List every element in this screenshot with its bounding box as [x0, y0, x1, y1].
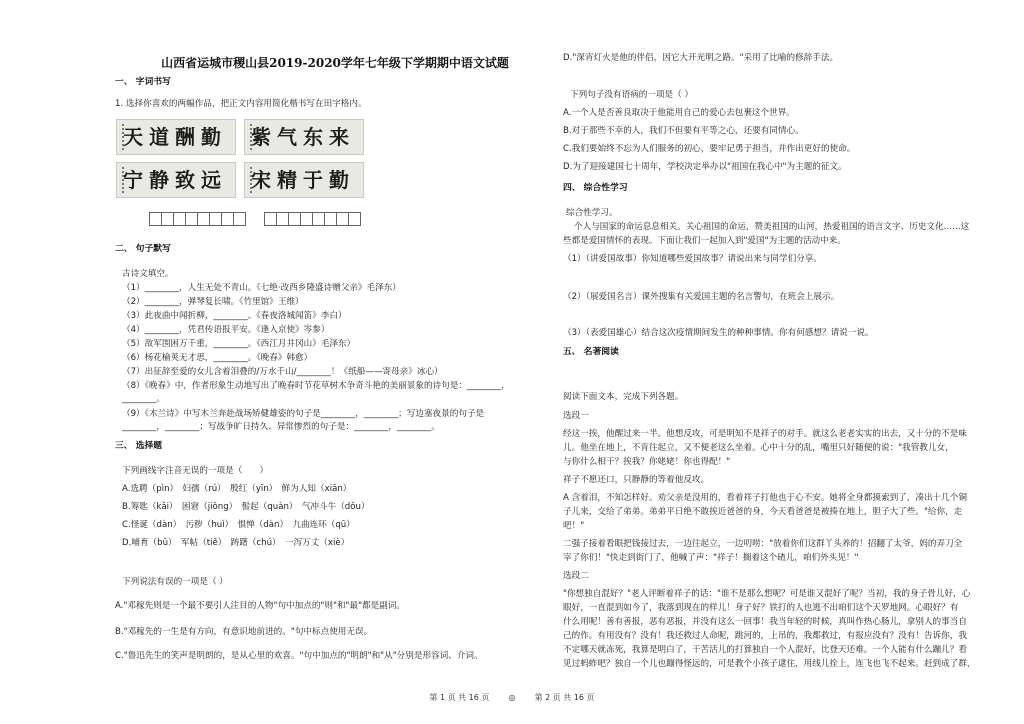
- page-number-left: 第 1 页 共 16 页: [429, 693, 490, 702]
- calligraphy-text-1: 天道酬勤: [123, 124, 227, 149]
- seal-mark: [122, 167, 134, 193]
- q2-option-a[interactable]: A.选聘（pìn） 妇孺（rú） 殷红（yīn） 鲜为人知（xiān）: [122, 484, 352, 494]
- poem-line-6: （6）杨花榆荚无才思，________。《晚春》韩愈）: [122, 353, 313, 363]
- passage-3-line-2: 子儿来，交给了弟弟。弟弟平日绝不敢挨近爸爸的身，今天看爸爸是被揍在地上，胆子大了些。"给你，走: [563, 507, 963, 517]
- q3-option-d[interactable]: D."深宵灯火是他的伴侣，因它大开光明之路。"采用了比喻的修辞手法。: [563, 53, 839, 63]
- q4-option-c[interactable]: C.我们要始终不忘为人们服务的初心，要牢记勇于担当，并作出更好的使命。: [563, 144, 856, 154]
- passage-5-line-5: 不定哪天就冻死，我算是明白了，干苦活儿的打算独自一个人混好，比登天还难。一个人能有什么蹦儿？看: [563, 645, 967, 655]
- passage-1-line-1: 经这一挨，他醒过来一半。他想反攻，可是明知不是祥子的对手。就这么老老实实的出去，又十分的不是味: [563, 429, 967, 439]
- passage-5-line-3: 什么用呢！善有善报，恶有恶报，并没有这么一回事！我当年轻的时候，真叫作热心肠儿，拿别人的事当自: [563, 617, 967, 627]
- section-heading-3: 三、 选择题: [115, 441, 163, 451]
- passage-1-line-3: 与你什么相干？挨我？你姥姥！你也得配！": [563, 457, 731, 467]
- q3-option-a[interactable]: A."邓稼先则是一个最不要引人注目的人物"句中加点的"则"和"最"都是副词。: [115, 601, 405, 611]
- passage-5-line-4: 己的作。有用没有？没有！我还救过人命呢，跳河的，上吊的，我都救过，有报应没有？没有！告诉你，我: [563, 631, 967, 641]
- question-3: 下列说法有误的一项是（ ）: [122, 577, 228, 587]
- page-footer: [0, 692, 1024, 704]
- selection-2-label: 选段二: [563, 571, 589, 581]
- q2-option-d[interactable]: D.哺育（bǔ） 军帖（tiě） 踌躇（chú） 一泻万丈（xiè）: [122, 538, 350, 548]
- s4-intro: 综合性学习。: [566, 208, 618, 218]
- q3-option-b[interactable]: B."邓稼先的一生是有方向，有意识地前进的。"句中标点使用无误。: [115, 627, 373, 637]
- passage-4-line-1: 二强子接着看眼把钱接过去，一边往起立，一边叨唠："放着你们这群丫头养的！招翻了太爷，妈的弄刀全: [563, 539, 963, 549]
- passage-3-line-1: A 含着泪，不知怎样好。劝父亲是没用的，看着祥子打他也于心不安。她将全身都摸索到了，凑出十几个铜: [563, 493, 967, 503]
- calligraphy-work-2: [244, 119, 364, 155]
- q4-option-a[interactable]: A.一个人是否善良取决于他能用自己的爱心去包裹这个世界。: [563, 108, 795, 118]
- question-4: 下列句子没有语病的一项是（ ）: [570, 90, 694, 100]
- calligraphy-text-2: 紫气东来: [251, 124, 355, 149]
- passage-3-line-3: 吧！": [563, 521, 585, 531]
- s4-question-2: （2）（展爱国名言）课外搜集有关爱国主题的名言警句，在班会上展示。: [563, 292, 840, 302]
- page-number-right: 第 2 页 共 16 页: [534, 693, 595, 702]
- s4-question-3: （3）（表爱国雄心）结合这次疫情期间发生的种种事情。你有何感想？请说一说。: [563, 328, 874, 338]
- passage-2-line-1: 祥子不愿还口，只静静的等着他反攻。: [563, 475, 710, 485]
- seal-mark: [250, 124, 262, 150]
- document-title: 山西省运城市稷山县2019-2020学年七年级下学期期中语文试题: [161, 56, 509, 70]
- binding-mark-icon: ◎: [508, 693, 516, 702]
- question-1: 1. 选择你喜欢的两幅作品，把正文内容用简化楷书写在田字格内。: [115, 99, 367, 109]
- section-heading-2: 二、 句子默写: [115, 244, 171, 254]
- poem-line-2: （2）________，弹琴复长啸。《竹里馆》王维）: [122, 297, 304, 307]
- poem-line-5: （5）敌军围困万千重，________。《西江月井冈山》毛泽东）: [122, 339, 356, 349]
- calligraphy-work-4: [244, 162, 364, 198]
- calligraphy-text-4: 宋精于勤: [251, 167, 355, 192]
- poem-line-9: （9）《木兰诗》中写木兰奔赴战场矫健雄姿的句子是________，________；写边塞夜景的句子是________，________；写战争旷日持久、异常惨烈的句子是：________，________。: [122, 409, 485, 433]
- passage-5-line-2: 眼好，一直混到如今了，我落到现在的样儿！身子好？铁打的人也逃不出咱们这个天罗地网。心眼好？有: [563, 603, 959, 613]
- section-heading-1: 一、 字词书写: [115, 77, 171, 87]
- s4-paragraph-line-1: 个人与国家的命运息息相关。关心祖国的命运，赞美祖国的山河，热爱祖国的语言文字、历史文化……这: [574, 222, 970, 232]
- seal-mark: [122, 124, 134, 150]
- q2-option-c[interactable]: C.怪诞（dàn） 污秽（huì） 惧惮（dàn） 九曲连环（qū）: [122, 520, 355, 530]
- question-2: 下列画线字注音无误的一项是（ ）: [122, 466, 269, 476]
- seal-mark: [250, 167, 262, 193]
- section-heading-4: 四、 综合性学习: [563, 183, 628, 193]
- passage-4-line-2: 宰了你们！"快走到街门了，他喊了声："祥子！搁着这个碴儿，咱们外头见！": [563, 553, 859, 563]
- calligraphy-text-3: 宁静致远: [123, 167, 227, 192]
- passage-5-line-6: 见过蚂蚱吧？独自一个儿也蹦得怪远的，可是教个小孩子逮住，用线儿拴上，连飞也飞不起来。赶到成了群，: [563, 659, 976, 669]
- poem-line-8: （8）《晚春》中，作者形象生动地写出了晚春时节花草树木争奇斗艳的美丽景象的诗句是：________，________。: [122, 381, 510, 405]
- q2-option-b[interactable]: B.筹匙（kǎi） 困窘（jiǒng） 髻起（quàn） 气冲斗牛（dǒu）: [122, 502, 370, 512]
- poem-line-4: （4）________，凭君传语报平安。《逢入京使》岑参）: [122, 325, 330, 335]
- writing-grid-2[interactable]: [265, 212, 361, 226]
- poem-line-3: （3）此夜曲中闻折柳，________。《春夜洛城闻笛》李白）: [122, 311, 347, 321]
- s4-paragraph-line-2: 些都是爱国情怀的表现。下面让我们一起加入到"爱国"为主题的活动中来。: [563, 236, 846, 246]
- calligraphy-work-1: [116, 119, 236, 155]
- selection-1-label: 选段一: [563, 411, 589, 421]
- s5-intro: 阅读下面文本，完成下列各题。: [563, 392, 684, 402]
- calligraphy-work-3: [116, 162, 236, 198]
- poem-line-1: （1）________，人生无处不青山。《七绝·改西乡隆盛诗赠父亲》毛泽东）: [122, 283, 401, 293]
- s4-question-1: （1）（讲爱国故事）你知道哪些爱国故事？请说出来与同学们分享。: [563, 254, 822, 264]
- q3-option-c[interactable]: C."鲁迅先生的笑声是明朗的，是从心里的欢喜。"句中加点的"明朗"和"从"分别是形容词、介词。: [115, 651, 483, 661]
- section-heading-5: 五、 名著阅读: [563, 347, 619, 357]
- passage-1-line-2: 儿。他坐在地上，不肯往起立，又不便老这么坐着。心中十分的乱，嘴里只好随便的说："我管教儿女，: [563, 443, 954, 453]
- poem-intro: 古诗文填空。: [122, 269, 174, 279]
- writing-grid-1[interactable]: [150, 212, 246, 226]
- passage-5-line-1: "你想独自混好？"老人评断着祥子的话："谁不是那么想呢？可是谁又混好了呢？当初，我的身子骨儿好，心: [563, 589, 971, 599]
- poem-line-7: （7）出征辞至爱的女儿含着泪叠的/万水千山/________！《纸船——寄母亲》冰心）: [122, 367, 443, 377]
- q4-option-d[interactable]: D.为了迎接建国七十周年，学校决定举办以"祖国在我心中"为主题的征文。: [563, 162, 847, 172]
- q4-option-b[interactable]: B.对于那些不幸的人，我们不但要有平等之心，还要有同情心。: [563, 126, 804, 136]
